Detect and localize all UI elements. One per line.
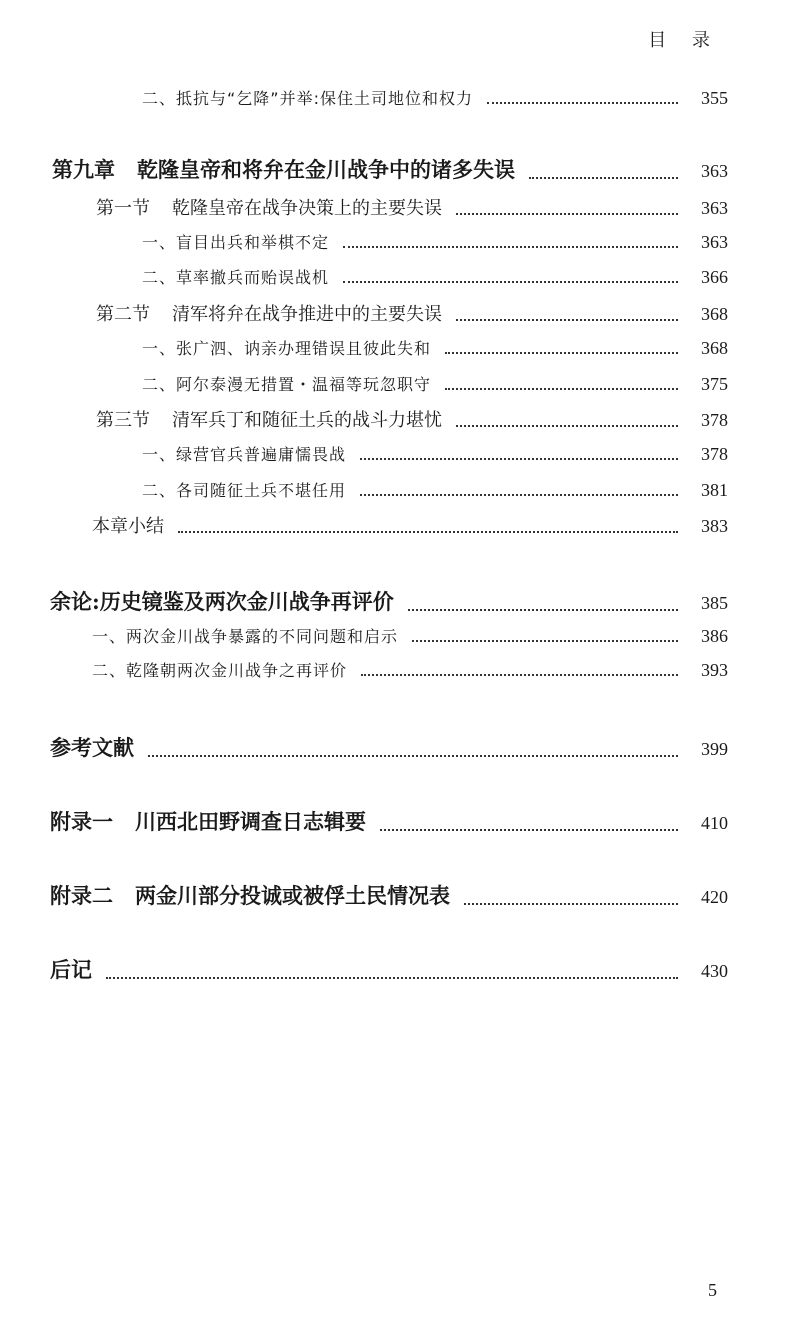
toc-entry-label [92,624,406,647]
toc-entry-label [92,512,172,538]
toc-entry-page: 383 [701,516,728,536]
toc-entry-label [50,586,402,616]
toc-entry-label [52,154,523,184]
dot-leader [445,388,678,390]
toc-entry-label [50,954,100,984]
toc-entry-prefix: 二、 [142,89,177,108]
toc-entry-title: 抵抗与“乞降”并举:保住土司地位和权力 [176,89,473,108]
toc-entry-prefix: 附录一 [50,809,113,834]
toc-entry-prefix: 二、 [92,661,127,680]
toc-entry [0,442,790,465]
toc-entry-title: 乾隆皇帝和将弁在金川战争中的诸多失误 [137,157,515,182]
toc-entry-label [96,406,450,432]
toc-entry-page: 355 [701,88,728,108]
toc-entry-page: 410 [701,813,728,833]
dot-leader [178,531,678,533]
toc-entry-title: 清军兵丁和随征土兵的战斗力堪忧 [172,410,442,431]
toc-entry [0,230,790,253]
toc-entry-title: 乾隆朝两次金川战争之再评价 [126,661,348,680]
toc-entry-page: 375 [701,374,728,394]
dot-leader [487,102,678,104]
toc-entry-page: 381 [701,480,728,500]
toc-entry-prefix: 附录二 [50,883,113,908]
toc-entry-label [142,372,439,395]
toc-entry-prefix: 二、 [142,481,177,500]
dot-leader [380,829,678,831]
toc-entry-label [142,265,337,288]
toc-entry-label [50,880,458,910]
toc-entry-title: 余论:历史镜鉴及两次金川战争再评价 [50,589,394,614]
toc-entry-title: 乾隆皇帝在战争决策上的主要失误 [172,198,442,219]
toc-section [0,300,790,326]
dot-leader [360,494,678,496]
toc-entry-page: 386 [701,626,728,646]
toc-entry [0,372,790,395]
toc-entry-title: 本章小结 [92,516,164,537]
toc-section [0,512,790,538]
toc-entry-page: 399 [701,739,728,759]
toc-entry-prefix: 第二节 [96,304,150,325]
toc-entry-page: 363 [701,198,728,218]
toc-entry-page: 385 [701,593,728,613]
toc-entry-prefix: 第九章 [52,157,115,182]
toc-chapter [0,880,790,910]
toc-entry-prefix: 一、 [142,445,177,464]
toc-entry-prefix: 第一节 [96,198,150,219]
toc-section [0,406,790,432]
dot-leader [456,213,678,215]
toc-entry-title: 两金川部分投诚或被俘土民情况表 [135,883,450,908]
toc-entry-prefix: 一、 [142,339,177,358]
dot-leader [529,177,678,179]
toc-entry-page: 368 [701,304,728,324]
toc-entry-label [50,806,374,836]
toc-entry-label [142,86,481,109]
toc-entry-prefix: 一、 [142,233,177,252]
toc-chapter [0,806,790,836]
toc-entry [0,336,790,359]
toc-entry-page: 366 [701,267,728,287]
toc-entry-title: 张广泗、讷亲办理错误且彼此失和 [176,339,432,358]
toc-entry-page: 378 [701,410,728,430]
toc-entry-label [142,230,337,253]
running-head: 目 录 [648,30,720,51]
toc-entry-label [142,478,354,501]
dot-leader [412,640,678,642]
page-number: 5 [708,1280,717,1300]
toc-entry [0,478,790,501]
toc-entry-title: 参考文献 [50,735,134,760]
dot-leader [148,755,678,757]
toc-chapter [0,154,790,184]
toc-entry-page: 420 [701,887,728,907]
dot-leader [361,674,678,676]
toc-entry-label [142,336,439,359]
dot-leader [343,281,678,283]
toc-entry-label [96,300,450,326]
dot-leader [456,425,678,427]
toc-entry-title: 川西北田野调查日志辑要 [135,809,366,834]
dot-leader [408,609,678,611]
toc-entry-page: 393 [701,660,728,680]
toc-entry-prefix: 第三节 [96,410,150,431]
toc-entry-label [50,732,142,762]
toc-entry-title: 绿营官兵普遍庸懦畏战 [176,445,347,464]
toc-entry-title: 草率撤兵而贻误战机 [176,268,330,287]
dot-leader [360,458,678,460]
toc-entry-prefix: 二、 [142,375,177,394]
toc-entry-label [142,442,354,465]
toc-chapter [0,586,790,616]
toc-entry [0,658,790,681]
toc-entry-title: 后记 [50,957,92,982]
toc-entry-page: 363 [701,161,728,181]
toc-entry [0,86,790,109]
dot-leader [343,246,678,248]
dot-leader [445,352,678,354]
dot-leader [456,319,678,321]
toc-entry-label [92,658,355,681]
toc-entry-title: 各司随征土兵不堪任用 [176,481,347,500]
dot-leader [106,977,678,979]
toc-entry-title: 阿尔泰漫无措置・温福等玩忽职守 [176,375,432,394]
toc-chapter [0,732,790,762]
dot-leader [464,903,678,905]
toc-entry [0,624,790,647]
toc-entry-prefix: 一、 [92,627,127,646]
toc-entry-page: 430 [701,961,728,981]
toc-entry-page: 368 [701,338,728,358]
toc-chapter [0,954,790,984]
toc-section [0,194,790,220]
toc-entry-page: 363 [701,232,728,252]
toc-entry-title: 盲目出兵和举棋不定 [176,233,330,252]
toc-entry-page: 378 [701,444,728,464]
toc-entry [0,265,790,288]
toc-entry-title: 清军将弁在战争推进中的主要失误 [172,304,442,325]
toc-entry-title: 两次金川战争暴露的不同问题和启示 [126,627,399,646]
toc-entry-label [96,194,450,220]
toc-entry-prefix: 二、 [142,268,177,287]
